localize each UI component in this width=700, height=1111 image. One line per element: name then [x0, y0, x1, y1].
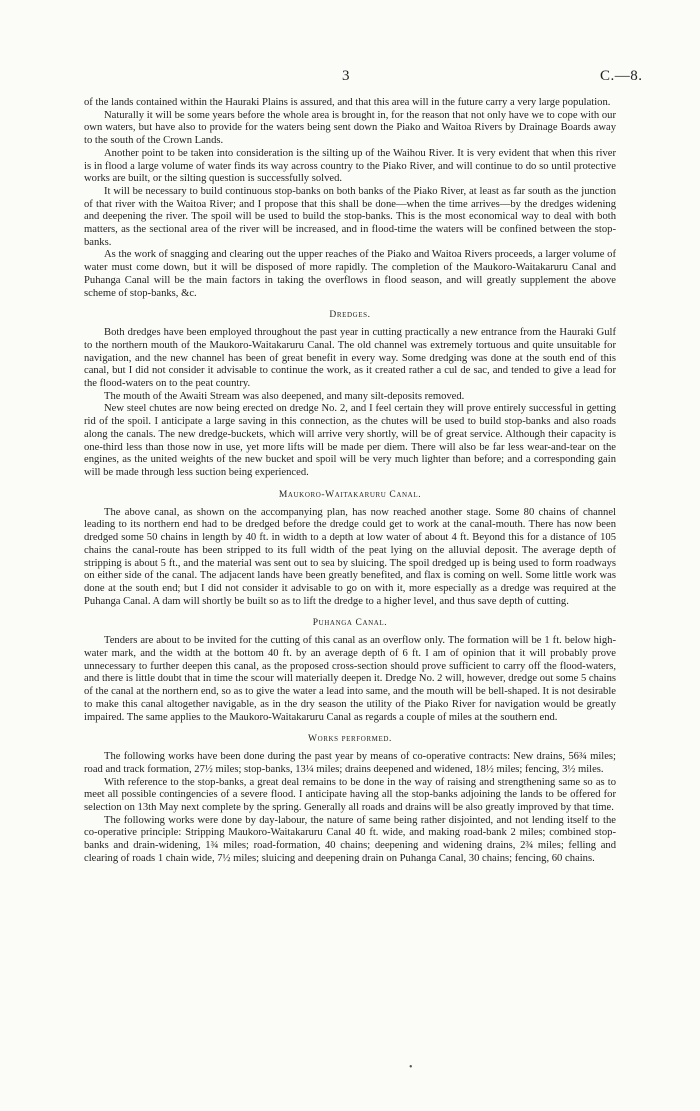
- section-heading: Dredges.: [329, 310, 371, 321]
- maukoro-canal-section: [84, 489, 616, 609]
- paragraph: It will be necessary to build continuous stop-banks on both banks of the Piako River, at least as far south as the junction of that river with the Waitoa River; and I propose that this shall be done—when the time arrives—by the dredges widening and deepening the river. The spoil will be used to build the stop-banks. This is the most economical way to deal with both matters, as the sectional area of the river will be increased, and in flood-time the waters will be confined between the stop-banks.: [84, 185, 616, 248]
- intro-section: [84, 97, 616, 300]
- paragraph: Both dredges have been employed throughout the past year in cutting practically a new entrance from the Hauraki Gulf to the northern mouth of the Maukoro-Waitakaruru Canal. The old channel was extremely tortuous and quite unsuitable for navigation, and the new channel has been of great benefit in every way. Some dredging was done at the south end of this canal, but I did not consider it advisable to continue the work, as it created rather a cul de sac, and tended to give a lead for the flood-waters on to the peat country.: [84, 327, 616, 390]
- page-number: 3: [342, 68, 350, 84]
- paragraph: The following works were done by day-labour, the nature of same being rather disjointed, and not lending itself to the co-operative principle: Stripping Maukoro-Waitakaruru Canal 40 ft. wide, and making road-bank 2 miles; combined stop-banks and drain-widening, 1¾ miles; road-formation, 40 chains; deepening and widening drains, 2¾ miles; felling and clearing of roads 1 chain wide, 7½ miles; sluicing and deepening drain on Puhanga Canal, 30 chains; fencing, 60 chains.: [84, 814, 616, 864]
- dredges-section: [84, 309, 616, 479]
- page-header: [0, 68, 700, 90]
- section-heading: Puhanga Canal.: [312, 618, 388, 629]
- paragraph: New steel chutes are now being erected on dredge No. 2, and I feel certain they will prove entirely successful in getting rid of the spoil. I anticipate a large saving in this connection, as the chutes will be used to build stop-banks and also roads along the canals. The new dredge-buckets, which will arrive very shortly, will be of great service. Although their capacity is one-third less than those now in use, yet more lifts will be made per diem. There will also be far less wear-and-tear on the engines, as the united weights of the new bucket and spoil will be very much lighter than before; and a corresponding gain will be made through less suction being experienced.: [84, 403, 616, 478]
- paragraph: Tenders are about to be invited for the cutting of this canal as an overflow only. The formation will be 1 ft. below high-water mark, and the width at the bottom 40 ft. by an average depth of 6 ft. I am of opinion that it will probably prove unnecessary to further deepen this canal, as the proposed cross-section should prove sufficient to carry off the flood-waters, and there is little doubt that in time the scour will materially deepen it. Dredge No. 2 will, however, dredge out some 5 chains of the canal at the northern end, so as to give the water a lead into same, and the mouth will be bell-shaped. It is not desirable to make this canal altogether navigable, as in the dry season the utility of the Piako River for navigation would be greatly impaired. The same applies to the Maukoro-Waitakaruru Canal as regards a couple of miles at the southern end.: [84, 635, 616, 723]
- paragraph: The mouth of the Awaiti Stream was also deepened, and many silt-deposits removed.: [104, 390, 465, 402]
- document-reference: C.—8.: [600, 68, 643, 84]
- section-heading: Works performed.: [308, 734, 392, 745]
- document-body: [84, 97, 616, 866]
- section-heading: Maukoro-Waitakaruru Canal.: [278, 489, 422, 500]
- works-performed-section: [84, 733, 616, 865]
- footer-mark: •: [409, 1062, 413, 1073]
- paragraph: The above canal, as shown on the accompanying plan, has now reached another stage. Some 80 chains of channel leading to its northern end had to be dredged before the dredge could get to work at the canal-mouth. There has now been dredged some 50 chains in length by 40 ft. in width to a depth at low water of about 4 ft. Beyond this for a distance of 105 chains the canal-route has been stripped to its full width of the peat lying on the alluvial deposit. The average depth of stripping is about 5 ft., and the material was sent out to sea by sluicing. The spoil dredged up is being used to form roadways on either side of the canal. The adjacent lands have been greatly benefited, and flax is coming on well. Some little work was done at the south end; but I did not consider it advisable to go on with it, more especially as a dredge was required at the Puhanga Canal. A dam will shortly be built so as to lift the dredge to a higher level, and thus save depth of cutting.: [84, 506, 616, 607]
- paragraph: With reference to the stop-banks, a great deal remains to be done in the way of raising and strengthening same so as to meet all possible contingencies of a severe flood. I anticipate having all the stop-banks adjoining the lands to be offered for selection on 13th May next complete by the spring. Generally all roads and drains will be also greatly improved by that time.: [84, 776, 616, 814]
- puhanga-canal-section: [84, 617, 616, 724]
- paragraph: Naturally it will be some years before the whole area is brought in, for the reason that not only have we to cope with our own waters, but have also to provide for the waters being sent down the Piako and Waitoa Rivers by Drainage Boards away to the south of the Crown Lands.: [84, 109, 616, 147]
- paragraph: Another point to be taken into consideration is the silting up of the Waihou River. It is very evident that when this river is in flood a large volume of water finds its way across country to the Piako River, and will continue to do so until protective works are built, or the silting question is successfully solved.: [84, 147, 616, 185]
- paragraph: of the lands contained within the Hauraki Plains is assured, and that this area will in the future carry a very large population.: [84, 97, 611, 108]
- paragraph: As the work of snagging and clearing out the upper reaches of the Piako and Waitoa Rivers proceeds, a larger volume of water must come down, but it will be disposed of more rapidly. The completion of the Maukoro-Waitakaruru Canal and Puhanga Canal will be the main factors in taking the overflows in flood season, and will greatly supplement the above scheme of stop-banks, &c.: [84, 249, 616, 299]
- paragraph: The following works have been done during the past year by means of co-operative contracts: New drains, 56¾ miles; road and track formation, 27½ miles; stop-banks, 13¼ miles; drains deepened and widened, 18½ miles; fencing, 3½ miles.: [84, 751, 616, 775]
